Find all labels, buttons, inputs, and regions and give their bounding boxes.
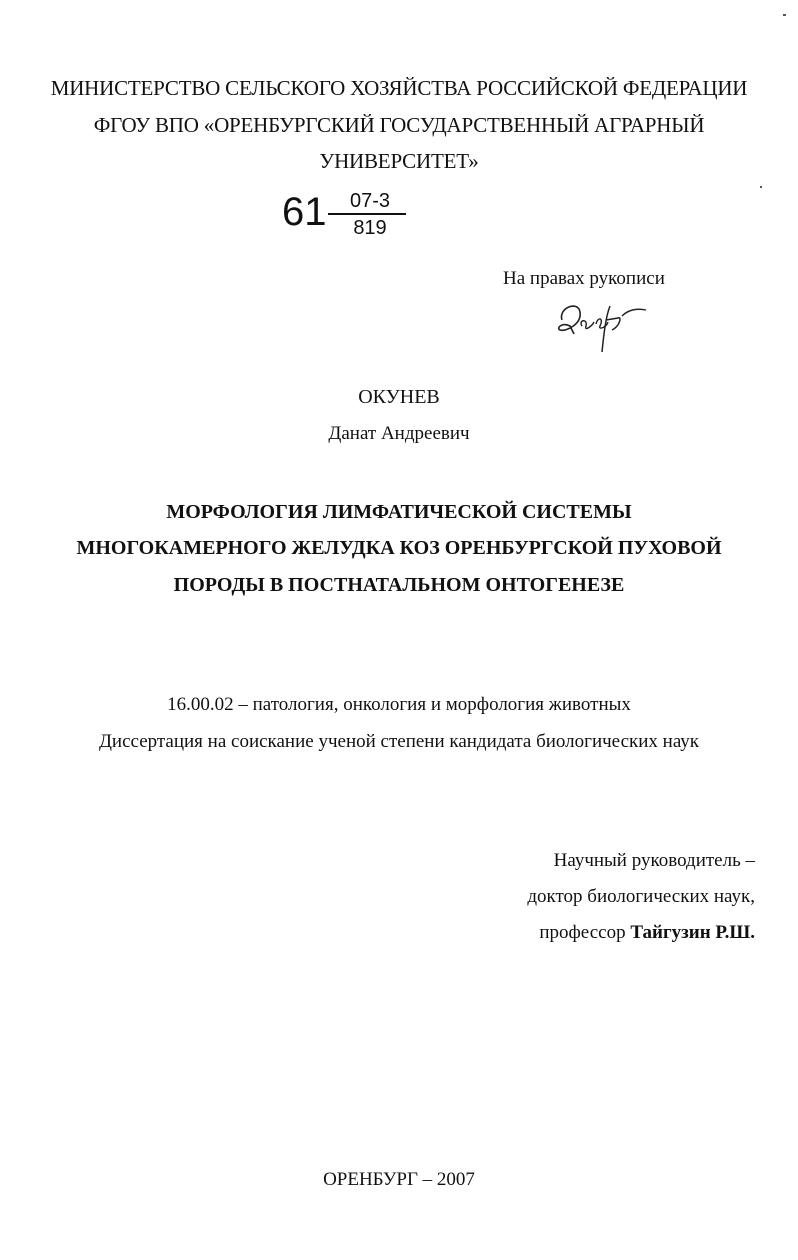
supervisor-rank: профессор [539,922,626,943]
library-code [282,190,422,250]
author-surname: ОКУНЕВ [358,386,440,408]
ministry-header-line-3: УНИВЕРСИТЕТ» [319,149,479,173]
author-signature [548,296,652,358]
library-code-main: 61 [282,190,327,234]
author-given-names: Данат Андреевич [328,423,470,444]
supervisor-name: Тайгузин Р.Ш. [630,922,755,943]
supervisor-name-line [420,922,755,944]
city-year: ОРЕНБУРГ – 2007 [323,1169,475,1190]
supervisor-degree: доктор биологических наук, [527,886,755,907]
thesis-title-line-1: МОРФОЛОГИЯ ЛИМФАТИЧЕСКОЙ СИСТЕМЫ [166,501,632,523]
specialty-code: 16.00.02 – патология, онкология и морфология животных [167,694,631,715]
manuscript-rights: На правах рукописи [503,268,665,289]
thesis-title-line-2: МНОГОКАМЕРНОГО ЖЕЛУДКА КОЗ ОРЕНБУРГСКОЙ ПУХОВОЙ [76,537,722,559]
library-code-top: 07-3 [349,190,391,212]
thesis-title-line-3: ПОРОДЫ В ПОСТНАТАЛЬНОМ ОНТОГЕНЕЗЕ [173,574,625,596]
scan-speck [760,186,762,188]
library-code-fraction-line [328,213,406,215]
supervisor-label: Научный руководитель – [553,850,755,871]
ministry-header-line-2: ФГОУ ВПО «ОРЕНБУРГСКИЙ ГОСУДАРСТВЕННЫЙ АГРАРНЫЙ [93,113,705,137]
ministry-header-line-1: МИНИСТЕРСТВО СЕЛЬСКОГО ХОЗЯЙСТВА РОССИЙСКОЙ ФЕДЕРАЦИИ [50,76,748,100]
scan-speck [783,14,786,16]
library-code-bottom: 819 [353,217,387,239]
dissertation-type: Диссертация на соискание ученой степени кандидата биологических наук [98,731,700,752]
